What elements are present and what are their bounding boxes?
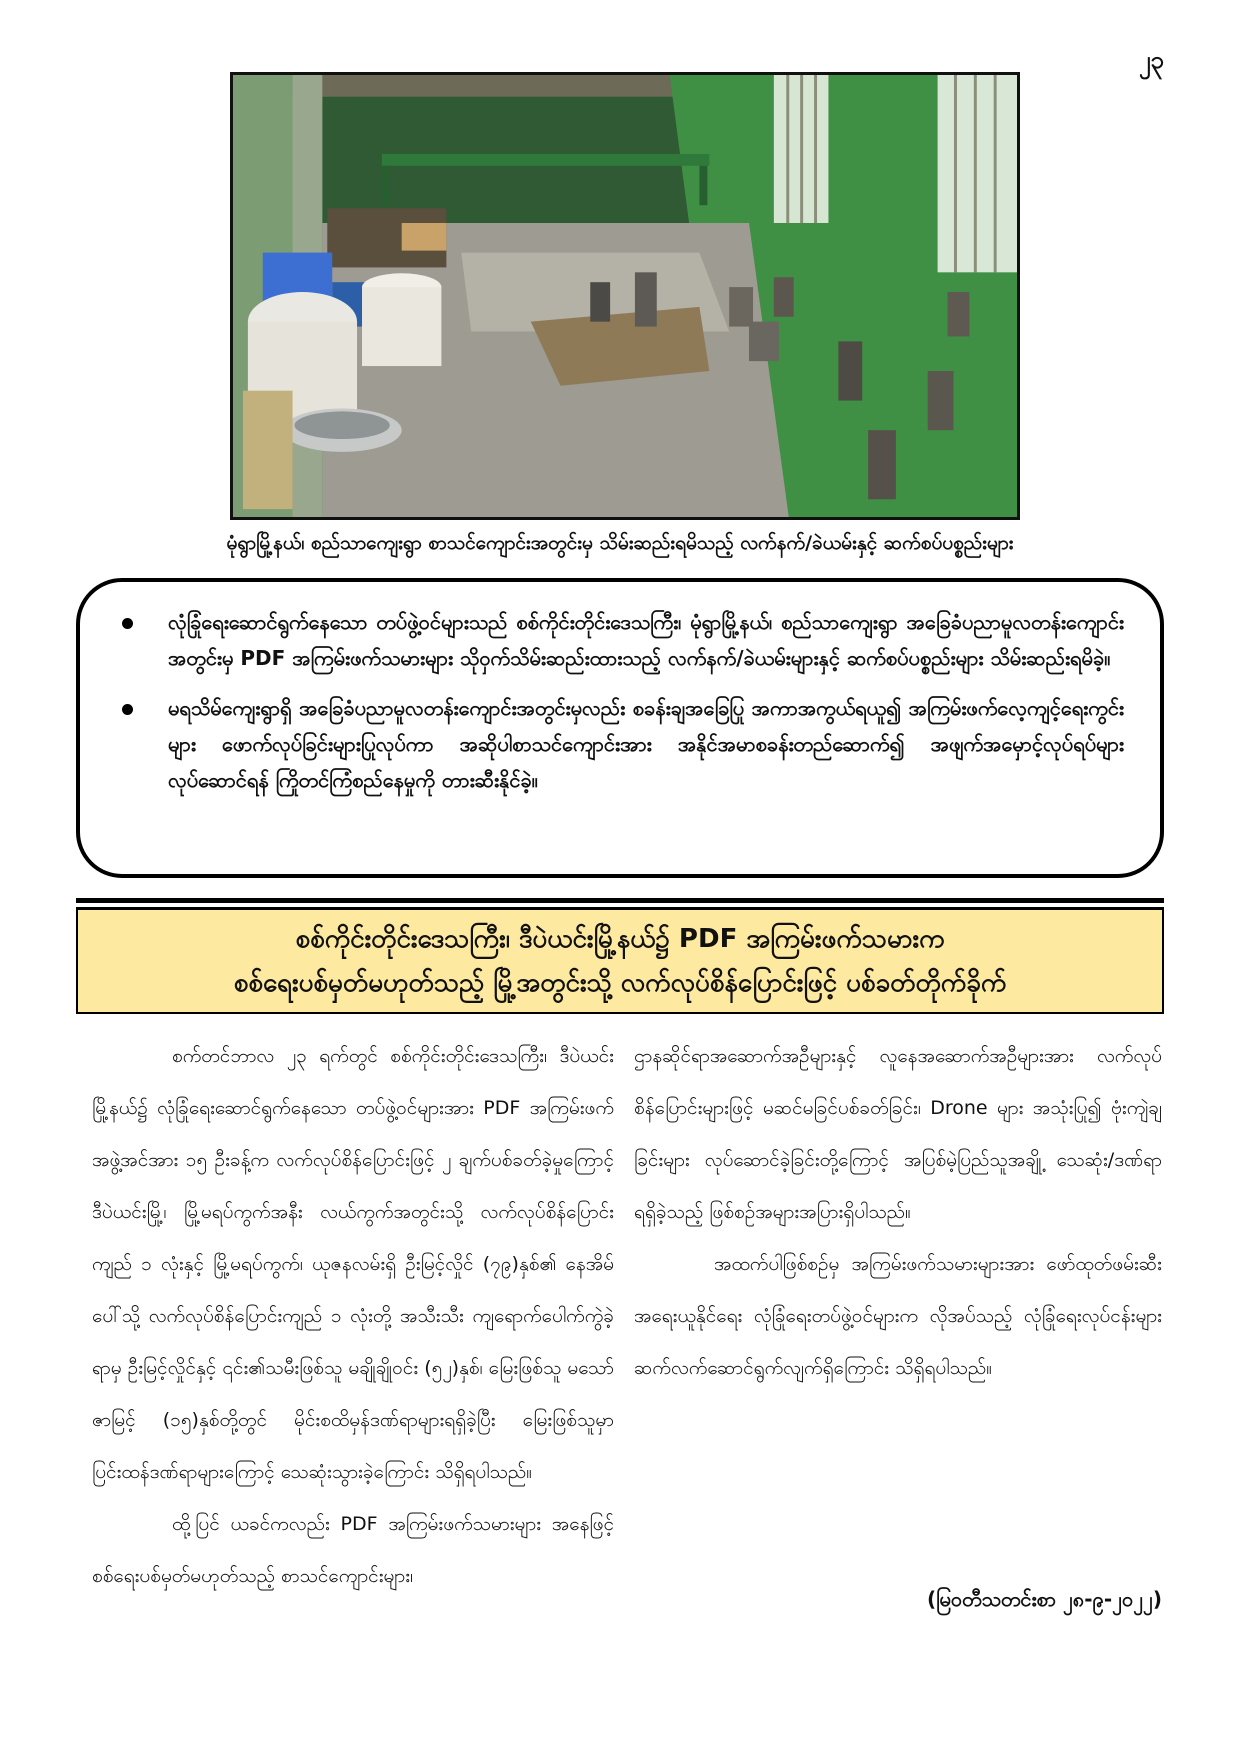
source-citation: (မြဝတီသတင်းစာ ၂၈-၉-၂၀၂၂) — [926, 1587, 1162, 1611]
photo-caption: မုံရွာမြို့နယ်၊ စည်သာကျေးရွာ စာသင်ကျောင်းအတွင်းမှ သိမ်းဆည်းရမိသည့် လက်နက်/ခဲယမ်းနှင့် ဆက်စပ်ပစ္စည်းများ — [226, 532, 1014, 554]
summary-item-text: လုံခြုံရေးဆောင်ရွက်နေသော တပ်ဖွဲ့ဝင်များသည် စစ်ကိုင်းတိုင်းဒေသကြီး၊ မုံရွာမြို့နယ်၊ စည်သာကျေးရွာ အခြေခံပညာမူလတန်းကျောင်းအတွင်းမှ PDF အကြမ်းဖက်သမားများ သိုဝှက်သိမ်းဆည်းထားသည့် လက်နက်/ခဲယမ်းများနှင့် ဆက်စပ်ပစ္စည်းများ သိမ်းဆည်းရမိခဲ့။ — [168, 610, 1124, 670]
bullet-icon — [122, 704, 133, 715]
summary-item — [108, 690, 1124, 798]
section-divider — [76, 898, 1164, 903]
article-paragraph: အထက်ပါဖြစ်စဉ်မှ အကြမ်းဖက်သမားများအား ဖော်ထုတ်ဖမ်းဆီးအရေးယူနိုင်ရေး လုံခြုံရေးတပ်ဖွဲ့ဝင်များက လိုအပ်သည့် လုံခြုံရေးလုပ်ငန်းများ ဆက်လက်ဆောင်ရွက်လျက်ရှိကြောင်း သိရှိရပါသည်။ — [634, 1253, 1162, 1379]
bullet-icon — [122, 618, 133, 629]
headline-box — [76, 908, 1164, 1014]
summary-item — [108, 604, 1124, 676]
article-column-right — [634, 1030, 1162, 1394]
summary-item-text: မရသိမ်ကျေးရွာရှိ အခြေခံပညာမူလတန်းကျောင်းအတွင်းမှလည်း စခန်းချအခြေပြု အကာအကွယ်ရယူ၍ အကြမ်းဖက်လေ့ကျင့်ရေးကွင်းများ ဖောက်လုပ်ခြင်းများပြုလုပ်ကာ အဆိုပါစာသင်ကျောင်းအား အနိုင်အမာစခန်းတည်ဆောက်၍ အဖျက်အမှောင့်လုပ်ရပ်များ လုပ်ဆောင်ရန် ကြိုတင်ကြံစည်နေမှုကို တားဆီးနိုင်ခဲ့။ — [168, 696, 1124, 792]
summary-box — [76, 578, 1164, 878]
page-number: ၂၃ — [1138, 46, 1164, 74]
article-column-left — [92, 1030, 614, 1602]
headline-line-1: စစ်ကိုင်းတိုင်းဒေသကြီး၊ ဒီပဲယင်းမြို့နယ်၌ PDF အကြမ်းဖက်သမားက — [295, 924, 945, 954]
article-paragraph: စက်တင်ဘာလ ၂၃ ရက်တွင် စစ်ကိုင်းတိုင်းဒေသကြီး၊ ဒီပဲယင်းမြို့နယ်၌ လုံခြုံရေးဆောင်ရွက်နေသော တပ်ဖွဲ့ဝင်များအား PDF အကြမ်းဖက်အဖွဲ့အင်အား ၁၅ ဦးခန့်က လက်လုပ်စိန်ပြောင်းဖြင့် ၂ ချက်ပစ်ခတ်ခဲ့မှုကြောင့် ဒီပဲယင်းမြို့၊ မြို့မရပ်ကွက်အနီး လယ်ကွက်အတွင်းသို့ လက်လုပ်စိန်ပြောင်းကျည် ၁ လုံးနှင့် မြို့မရပ်ကွက်၊ ယုဇနလမ်းရှိ ဦးမြင့်လှိုင် (၇၉)နှစ်၏ နေအိမ်ပေါ်သို့ လက်လုပ်စိန်ပြောင်းကျည် ၁ လုံးတို့ အသီးသီး ကျရောက်ပေါက်ကွဲခဲ့ရာမှ ဦးမြင့်လှိုင်နှင့် ၎င်း၏သမီးဖြစ်သူ မချိုချိုဝင်း (၅၂)နှစ်၊ မြေးဖြစ်သူ မသော်ဇာမြင့် (၁၅)နှစ်တို့တွင် မိုင်းစထိမှန်ဒဏ်ရာများရရှိခဲ့ပြီး မြေးဖြစ်သူမှာ ပြင်းထန်ဒဏ်ရာများကြောင့် သေဆုံးသွားခဲ့ကြောင်း သိရှိရပါသည်။ — [92, 1045, 614, 1483]
classroom-photo-icon — [233, 75, 1017, 517]
news-photo — [230, 72, 1020, 520]
article-paragraph: ဌာနဆိုင်ရာအဆောက်အဦများနှင့် လူနေအဆောက်အဦများအား လက်လုပ်စိန်ပြောင်းများဖြင့် မဆင်မခြင်ပစ်ခတ်ခြင်း၊ Drone များ အသုံးပြု၍ ဗုံးကျဲချခြင်းများ လုပ်ဆောင်ခဲ့ခြင်းတို့ကြောင့် အပြစ်မဲ့ပြည်သူအချို့ သေဆုံး/ဒဏ်ရာ ရရှိခဲ့သည့် ဖြစ်စဉ်အများအပြားရှိပါသည်။ — [634, 1045, 1162, 1223]
headline-line-2: စစ်ရေးပစ်မှတ်မဟုတ်သည့် မြို့အတွင်းသို့ လက်လုပ်စိန်ပြောင်းဖြင့် ပစ်ခတ်တိုက်ခိုက် — [233, 968, 1007, 998]
article-paragraph: ထို့ပြင် ယခင်ကလည်း PDF အကြမ်းဖက်သမားများ အနေဖြင့် စစ်ရေးပစ်မှတ်မဟုတ်သည့် စာသင်ကျောင်းများ၊ — [92, 1513, 614, 1587]
